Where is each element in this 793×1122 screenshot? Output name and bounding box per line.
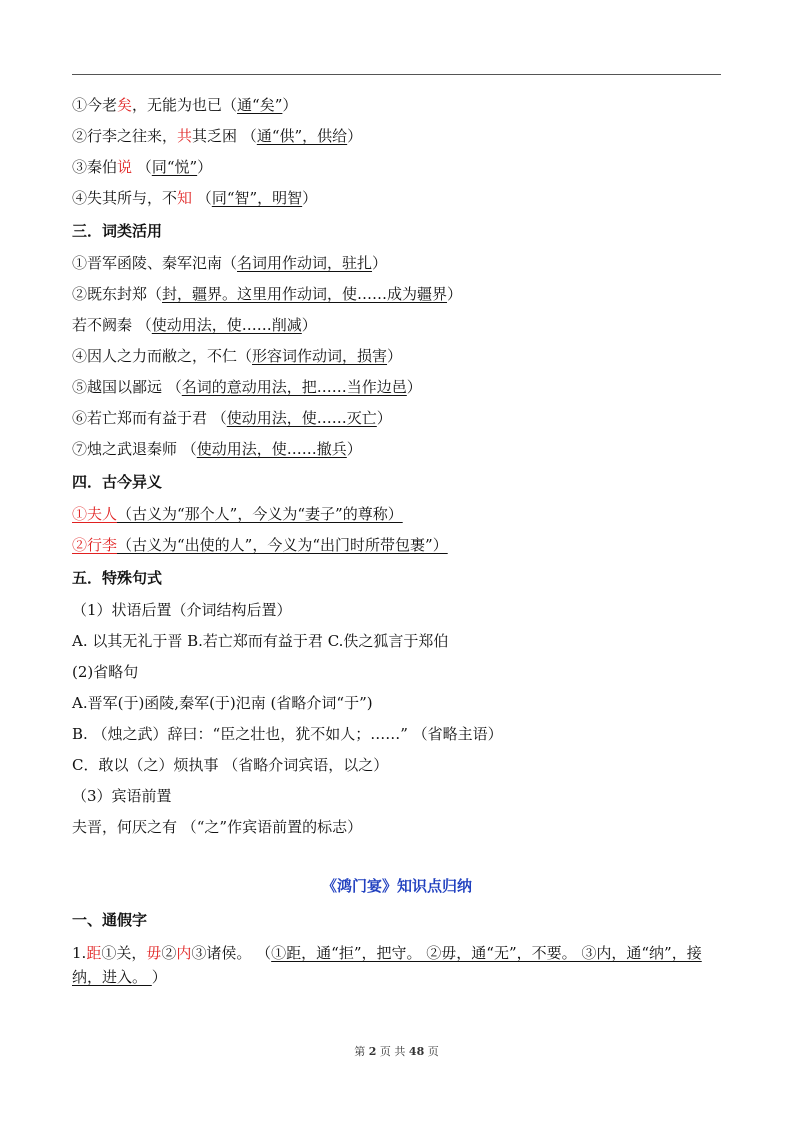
annotation: 同“悦” [151,158,198,176]
highlight-word: 内 [176,944,192,962]
highlight-word: 距 [86,944,102,962]
word-class-item-3: 若不阙秦 （使动用法，使……削减） [72,316,317,334]
section-heading-special-sentences: 五．特殊句式 [72,569,163,587]
annotation: 名词的意动用法，把……当作边邑 [181,378,407,396]
tongjia-item-1: ①今老矣，无能为也已（通“矣”） [72,96,298,114]
ancient-modern-item-1 [72,499,722,530]
word-class-item-1: ①晋军函陵、秦军氾南（名词用作动词，驻扎） [72,254,388,272]
section-heading-ancient-modern: 四．古今异义 [72,473,163,491]
word-class-item-7: ⑦烛之武退秦师 （使动用法，使……撤兵） [72,440,362,458]
sentence-line-2: A. 以其无礼于晋 B.若亡郑而有益于君 C.佚之狐言于郑伯 [72,632,449,650]
annotation: 封，疆界。这里用作动词，使……成为疆界 [162,285,448,303]
word-class-item-5: ⑤越国以鄙远 （名词的意动用法，把……当作边邑） [72,378,422,396]
highlight-word: 说 [117,158,133,176]
page-number: 2 [368,1045,377,1058]
sentence-line-3: (2)省略句 [72,663,139,681]
page-content [72,90,722,989]
annotation: （古义为“那个人”，今义为“妻子”的尊称） [117,505,403,523]
hongmen-title: 《鸿门宴》知识点归纳 [321,877,472,895]
header-rule [72,74,721,75]
hongmen-tongjia-item-1: 1.距①关，毋②内③诸侯。 （①距，通“拒”，把守。 ②毋，通“无”，不要。 ③内，通“纳”，接纳，进入。 ） [72,944,702,986]
highlight-word: 矣 [117,96,133,114]
sentence-line-7: （3）宾语前置 [72,787,172,805]
annotation: 使动用法，使……撤兵 [196,440,347,458]
highlight-word: 共 [177,127,193,145]
annotation: 使动用法，使……削减 [151,316,302,334]
annotation: 同“智”，明智 [211,189,303,207]
annotation: 形容词作动词，损害 [252,347,388,365]
annotation: （古义为“出使的人”，今义为“出门时所带包裹”） [117,536,448,554]
sentence-line-4: A.晋军(于)函陵,秦军(于)氾南 (省略介词“于”) [72,694,373,712]
annotation: 通“供”，供给 [256,127,348,145]
sentence-line-5: B. （烛之武）辞曰：“臣之壮也，犹不如人；……” （省略主语） [72,725,503,743]
page-footer: 第 2 页 共 48 页 [354,1045,439,1058]
section-heading-word-class: 三．词类活用 [72,222,163,240]
spacer [72,843,722,869]
sentence-line-1: （1）状语后置（介词结构后置） [72,601,292,619]
annotation: ①距，通“拒”，把守。 ②毋，通“无”，不要。 ③内，通“纳”，接纳，进入。 [72,944,702,986]
highlight-word: 毋 [146,944,162,962]
highlight-word: 知 [177,189,193,207]
word-class-item-4: ④因人之力而敝之，不仁（形容词作动词，损害） [72,347,403,365]
tongjia-item-2: ②行李之往来，共其乏困 （通“供”，供给） [72,127,363,145]
annotation: 通“矣” [237,96,283,114]
highlight-word: ①夫人 [72,505,118,523]
word-class-item-6: ⑥若亡郑而有益于君 （使动用法，使……灭亡） [72,409,392,427]
sentence-line-8: 夫晋，何厌之有 （“之”作宾语前置的标志） [72,818,363,836]
sentence-line-6: C．敢以（之）烦执事 （省略介词宾语，以之） [72,756,389,774]
page-total: 48 [408,1045,425,1058]
tongjia-item-4: ④失其所与，不知 （同“智”，明智） [72,189,318,207]
tongjia-item-3: ③秦伯说 （同“悦”） [72,158,213,176]
annotation: 使动用法，使……灭亡 [226,409,377,427]
ancient-modern-item-2 [72,530,722,561]
highlight-word: ②行李 [72,536,118,554]
annotation: 名词用作动词，驻扎 [237,254,373,272]
section-heading-tongjia: 一、通假字 [72,911,148,929]
word-class-item-2: ②既东封郑（封，疆界。这里用作动词，使……成为疆界） [72,285,463,303]
